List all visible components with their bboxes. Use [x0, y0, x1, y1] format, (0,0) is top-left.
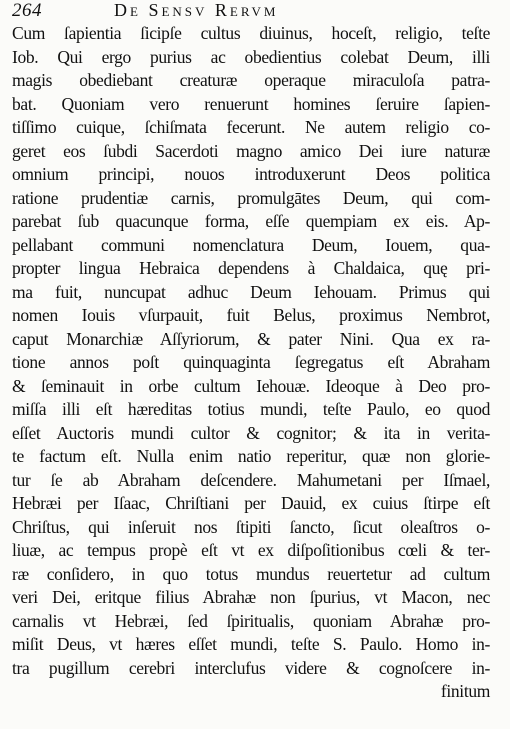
text-line: veri Dei, eritque filius Abrahæ non ſpurius, vt Macon, nec [12, 587, 490, 607]
text-line: tione annos poſt quinquaginta ſegregatus eſt Abraham [12, 352, 490, 372]
text-line: te factum eſt. Nulla enim natio reperitur, quæ non glorie- [12, 446, 490, 466]
text-line: pellabant communi nomenclatura Deum, Iouem, qua- [12, 234, 490, 255]
text-line: nomen Iouis vſurpauit, fuit Belus, proximus Nembrot, [12, 305, 490, 325]
text-line: Cum ſapientia ſicipſe cultus diuinus, hoceſt, religio, teſte [12, 23, 490, 43]
text-line: miſſa illi eſt hæreditas totius mundi, teſte Paulo, eo quod [12, 399, 490, 419]
text-line: tur ſe ab Abraham deſcendere. Mahumetani per Iſmael, [12, 469, 490, 490]
running-head: De Sensv Rervm [114, 0, 279, 20]
page-number: 264 [12, 0, 42, 21]
text-line: ræ conſidero, in quo totus mundus reuertetur ad cultum [12, 563, 490, 584]
text-line: ma fuit, nuncupat adhuc Deum Iehouam. Primus qui [12, 281, 490, 302]
text-line: tra pugillum cerebri interclufus videre & cognoſcere in- [12, 657, 490, 678]
text-line: ratione prudentiæ carnis, promulgātes Deum, qui com- [12, 187, 490, 208]
text-line: Chriſtus, qui inſeruit nos ſtipiti ſancto, ſicut oleaſtros o- [12, 516, 490, 537]
text-line: carnalis vt Hebræi, ſed ſpiritualis, quoniam Abrahæ pro- [12, 610, 490, 631]
text-line: Hebræi per Iſaac, Chriſtiani per Dauid, ex cuius ſtirpe eſt [12, 493, 490, 513]
text-line: caput Monarchiæ Aſſyriorum, & pater Nini. Qua ex ra- [12, 328, 490, 349]
text-line: Iob. Qui ergo purius ac obedientius colebat Deum, illi [12, 46, 490, 67]
text-line: tiſſimo cuique, ſchiſmata fecerunt. Ne autem religio co- [12, 117, 490, 137]
page-header [12, 0, 482, 24]
text-line: geret eos ſubdi Sacerdoti magno amico Dei iure naturæ [12, 140, 490, 161]
text-line: finitum [440, 681, 490, 701]
text-line: magis obediebant creaturæ operaque miraculoſa patra- [12, 70, 490, 90]
body-text [12, 22, 490, 704]
text-line: liuæ, ac tempus propè eſt vt ex diſpoſitionibus cœli & ter- [12, 540, 490, 560]
text-line: parebat ſub quacunque forma, eſſe quempiam ex eis. Ap- [12, 211, 490, 231]
text-line: propter lingua Hebraica dependens à Chaldaica, quę pri- [12, 258, 490, 278]
text-line: miſit Deus, vt hæres eſſet mundi, teſte S. Paulo. Homo in- [12, 634, 490, 654]
text-line: & ſeminauit in orbe cultum Iehouæ. Ideoque à Deo pro- [12, 375, 490, 396]
text-line: omnium principi, nouos introduxerunt Deos politica [12, 164, 490, 184]
text-line: eſſet Auctoris mundi cultor & cognitor; & ita in verita- [12, 422, 490, 443]
text-line: bat. Quoniam vero renuerunt homines ſeruire ſapien- [12, 93, 490, 114]
